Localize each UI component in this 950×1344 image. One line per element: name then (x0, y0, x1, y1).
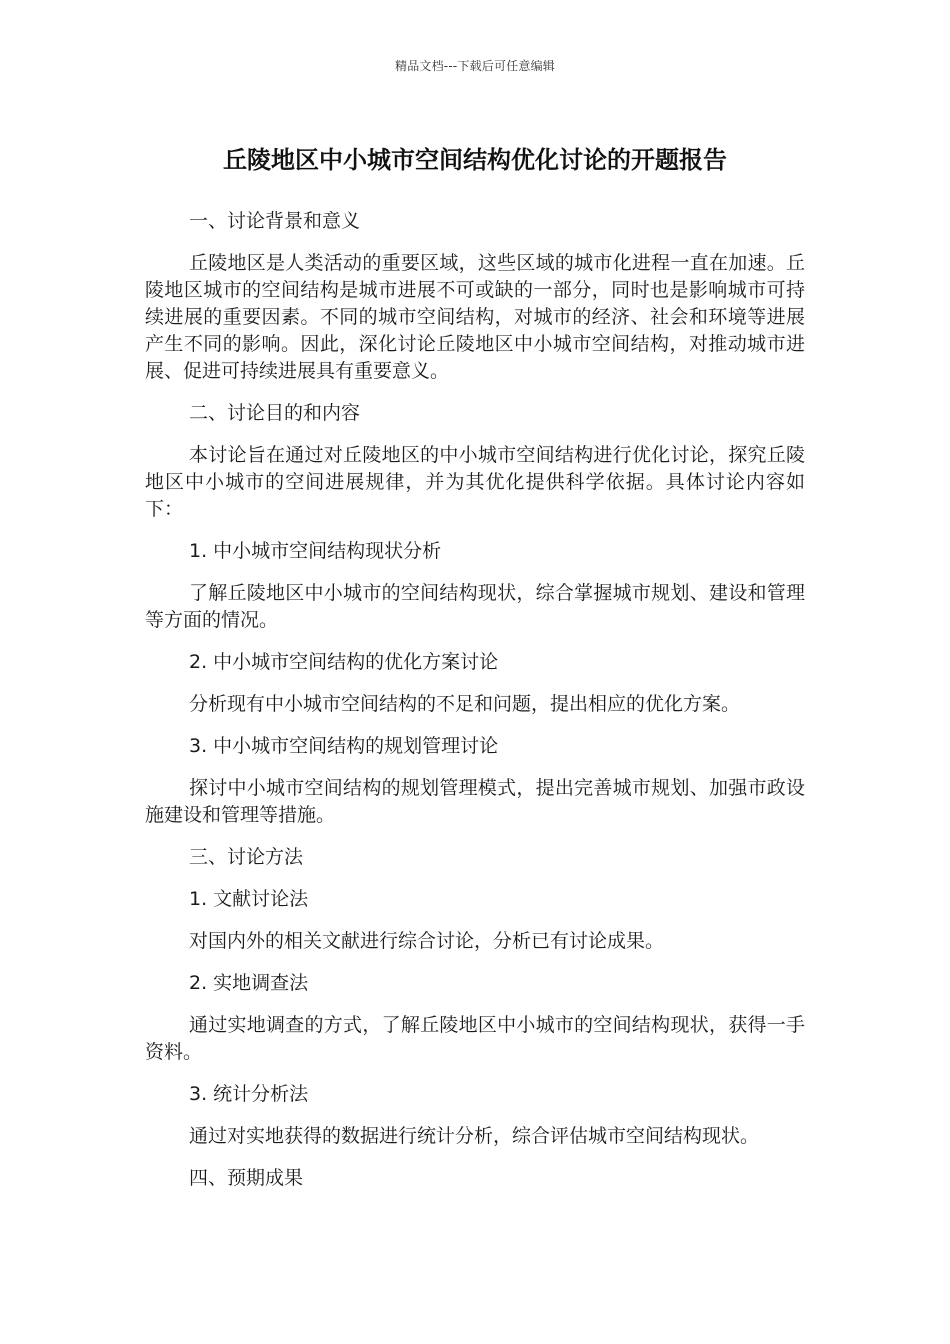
subheading-statistical-method: 3. 统计分析法 (189, 1083, 309, 1105)
paragraph-statistical-method: 通过对实地获得的数据进行统计分析，综合评估城市空间结构现状。 (189, 1125, 760, 1147)
paragraph-optimization: 分析现有中小城市空间结构的不足和问题，提出相应的优化方案。 (189, 693, 741, 715)
subheading-optimization: 2. 中小城市空间结构的优化方案讨论 (189, 651, 499, 673)
document-body (145, 208, 805, 1192)
paragraph-planning-management: 探讨中小城市空间结构的规划管理模式，提出完善城市规划、加强市政设施建设和管理等措施。 (145, 777, 805, 826)
paragraph-literature-method: 对国内外的相关文献进行综合讨论，分析已有讨论成果。 (189, 930, 665, 952)
document-title: 丘陵地区中小城市空间结构优化讨论的开题报告 (223, 146, 727, 174)
header-note: 精品文档---下载后可任意编辑 (395, 59, 555, 73)
section-heading-background: 一、讨论背景和意义 (189, 210, 361, 232)
section-heading-methods: 三、讨论方法 (189, 846, 304, 868)
subheading-field-survey-method: 2. 实地调查法 (189, 972, 309, 994)
subheading-planning-management: 3. 中小城市空间结构的规划管理讨论 (189, 735, 499, 757)
subheading-literature-method: 1. 文献讨论法 (189, 888, 309, 910)
paragraph-background: 丘陵地区是人类活动的重要区域，这些区域的城市化进程一直在加速。丘陵地区城市的空间结构是城市进展不可或缺的一部分，同时也是影响城市可持续进展的重要因素。不同的城市空间结构，对城市的经济、社会和环境等进展产生不同的影响。因此，深化讨论丘陵地区中小城市空间结构，对推动城市进展、促进可持续进展具有重要意义。 (145, 252, 805, 382)
paragraph-status-analysis: 了解丘陵地区中小城市的空间结构现状，综合掌握城市规划、建设和管理等方面的情况。 (145, 582, 805, 631)
section-heading-purpose: 二、讨论目的和内容 (189, 402, 361, 424)
paragraph-purpose: 本讨论旨在通过对丘陵地区的中小城市空间结构进行优化讨论，探究丘陵地区中小城市的空间进展规律，并为其优化提供科学依据。具体讨论内容如下： (145, 444, 805, 520)
paragraph-field-survey-method: 通过实地调查的方式，了解丘陵地区中小城市的空间结构现状，获得一手资料。 (145, 1014, 805, 1063)
section-heading-expected-results: 四、预期成果 (189, 1167, 304, 1189)
subheading-status-analysis: 1. 中小城市空间结构现状分析 (189, 540, 442, 562)
